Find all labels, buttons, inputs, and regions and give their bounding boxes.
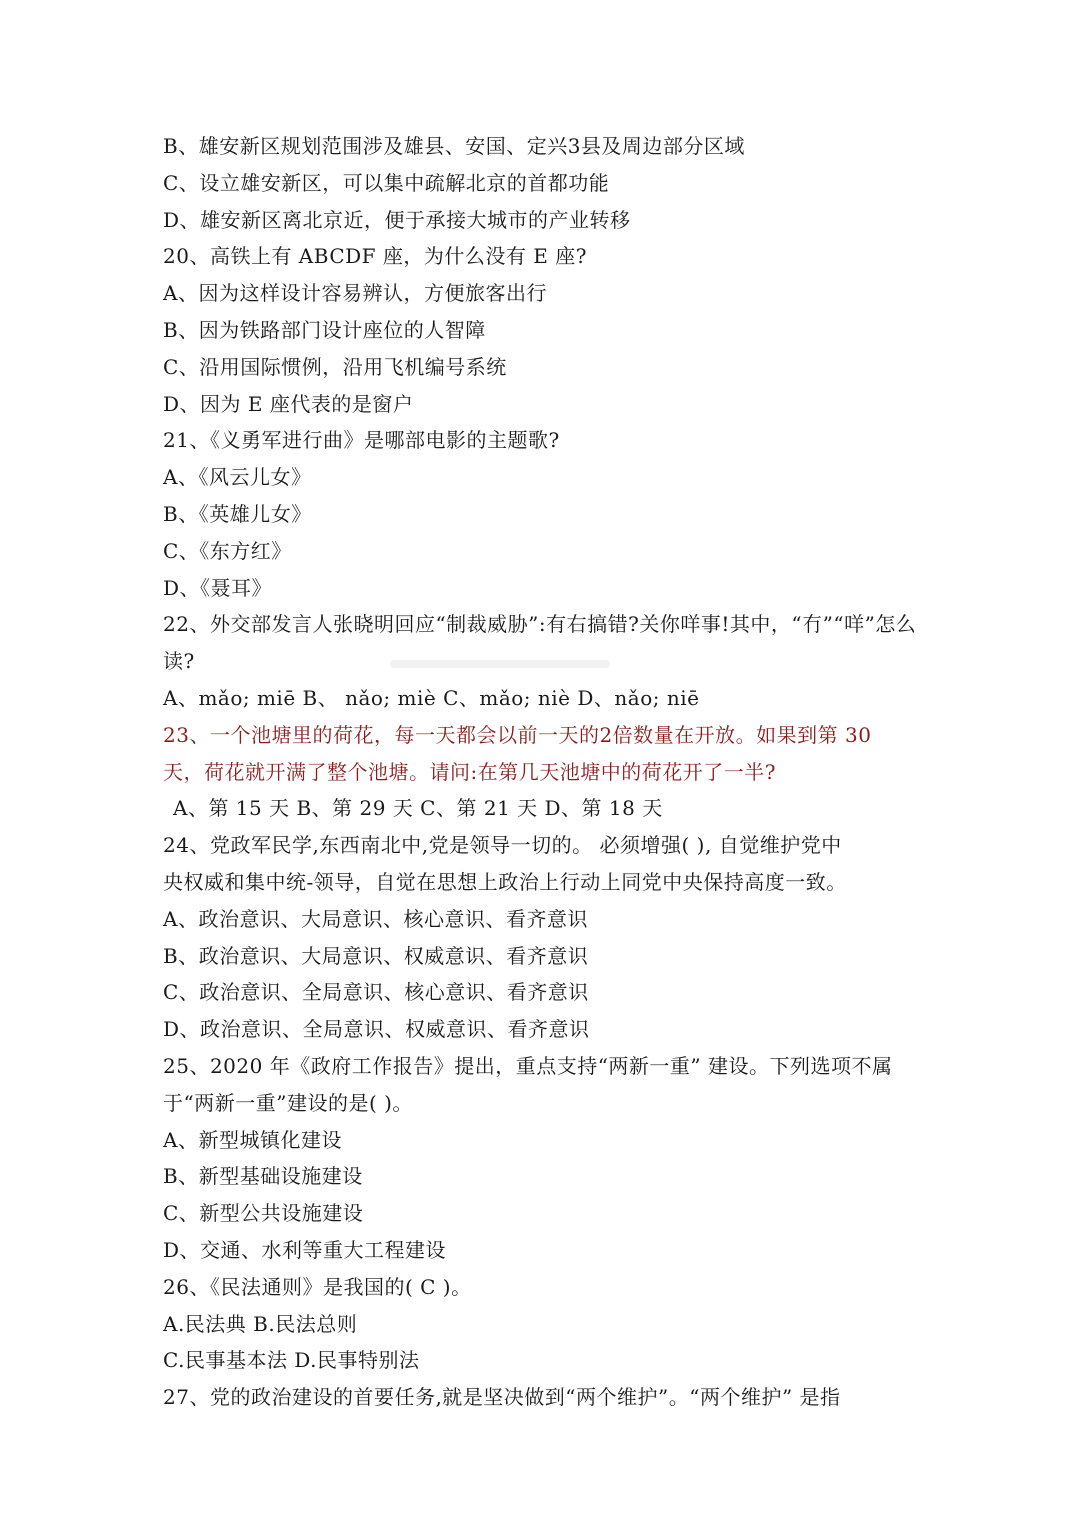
question-27: 27、党的政治建设的首要任务,就是坚决做到“两个维护”。“两个维护” 是指 <box>163 1385 841 1410</box>
question-23: 23、一个池塘里的荷花，每一天都会以前一天的2倍数量在开放。如果到第 30 <box>163 722 872 747</box>
question-24: 24、党政军民学,东西南北中,党是领导一切的。 必须增强( ), 自觉维护党中 <box>163 833 842 858</box>
text-line: D、《聂耳》 <box>163 575 273 600</box>
text-line: 于“两新一重”建设的是( )。 <box>163 1090 413 1115</box>
text-line: A、新型城镇化建设 <box>163 1127 342 1152</box>
text-line: C、新型公共设施建设 <box>163 1201 364 1226</box>
text-line: A、《风云儿女》 <box>163 465 312 490</box>
text-line: D、政治意识、全局意识、权威意识、看齐意识 <box>163 1017 590 1042</box>
text-line: C、政治意识、全局意识、核心意识、看齐意识 <box>163 980 589 1005</box>
text-line: A、因为这样设计容易辨认，方便旅客出行 <box>163 281 547 306</box>
text-line: 天，荷花就开满了整个池塘。请问:在第几天池塘中的荷花开了一半? <box>163 759 776 784</box>
question-20: 20、高铁上有 ABCDF 座，为什么没有 E 座? <box>163 244 587 269</box>
question-21: 21、《义勇军进行曲》是哪部电影的主题歌? <box>163 428 560 453</box>
text-line: C、《东方红》 <box>163 538 292 563</box>
text-line: A.民法典 B.民法总则 <box>163 1311 358 1336</box>
text-line: B、政治意识、大局意识、权威意识、看齐意识 <box>163 943 589 968</box>
text-line: 央权威和集中统-领导，自觉在思想上政治上行动上同党中央保持高度一致。 <box>163 869 847 894</box>
text-line: B、《英雄儿女》 <box>163 501 312 526</box>
text-line: D、因为 E 座代表的是窗户 <box>163 391 414 416</box>
text-line: B、新型基础设施建设 <box>163 1164 363 1189</box>
question-26: 26、《民法通则》是我国的( C )。 <box>163 1274 472 1299</box>
question-22: 22、外交部发言人张晓明回应“制裁威胁”:有右搞错?关你咩事!其中，“冇”“咩”怎么 <box>163 612 917 637</box>
text-line: C、沿用国际惯例，沿用飞机编号系统 <box>163 354 507 379</box>
question-text-block <box>163 128 953 1416</box>
text-line: A、第 15 天 B、第 29 天 C、第 21 天 D、第 18 天 <box>173 796 663 821</box>
text-line: D、雄安新区离北京近，便于承接大城市的产业转移 <box>163 207 631 232</box>
text-line: A、mǎo; miē B、 nǎo; miè C、mǎo; niè D、nǎo; niē <box>163 685 700 710</box>
text-line: A、政治意识、大局意识、核心意识、看齐意识 <box>163 906 588 931</box>
text-line: B、雄安新区规划范围涉及雄县、安国、定兴3县及周边部分区域 <box>163 134 745 158</box>
text-line: D、交通、水利等重大工程建设 <box>163 1237 447 1262</box>
text-line: C、设立雄安新区，可以集中疏解北京的首都功能 <box>163 170 610 195</box>
text-line: B、因为铁路部门设计座位的人智障 <box>163 317 486 342</box>
text-line: C.民事基本法 D.民事特别法 <box>163 1348 420 1373</box>
text-line: 读? <box>163 649 195 674</box>
question-25: 25、2020 年《政府工作报告》提出，重点支持“两新一重” 建设。下列选项不属 <box>163 1053 893 1078</box>
